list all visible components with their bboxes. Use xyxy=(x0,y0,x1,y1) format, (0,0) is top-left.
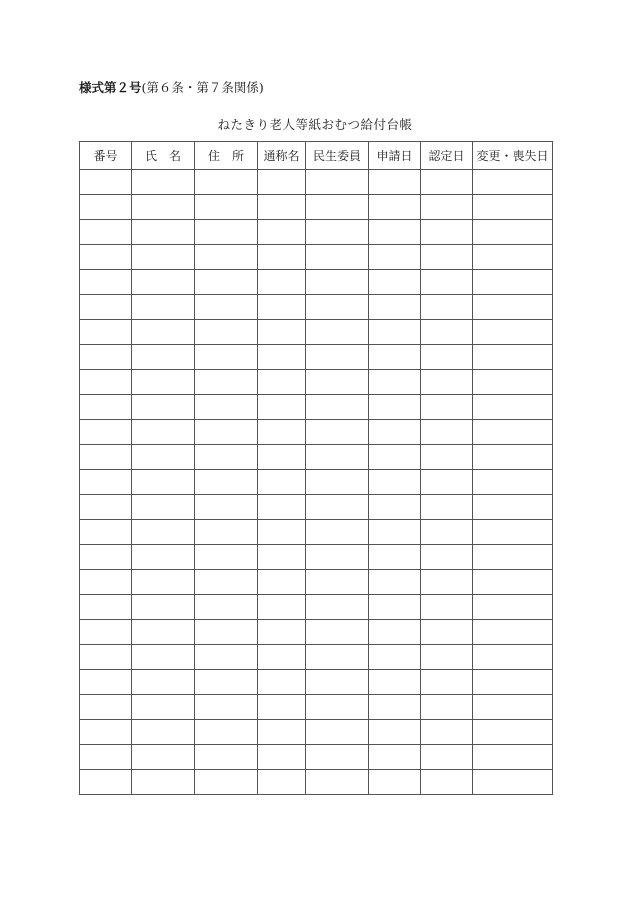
table-cell xyxy=(421,320,473,345)
table-cell xyxy=(473,645,553,670)
table-cell xyxy=(195,470,258,495)
table-cell xyxy=(306,445,369,470)
table-cell xyxy=(132,370,195,395)
table-cell xyxy=(473,420,553,445)
table-cell xyxy=(195,220,258,245)
table-cell xyxy=(195,620,258,645)
table-cell xyxy=(473,770,553,795)
table-cell xyxy=(473,370,553,395)
column-header-name: 氏 名 xyxy=(132,142,195,170)
table-cell xyxy=(421,270,473,295)
table-row xyxy=(80,245,553,270)
table-cell xyxy=(195,520,258,545)
table-cell xyxy=(132,170,195,195)
table-row xyxy=(80,370,553,395)
table-cell xyxy=(80,170,132,195)
table-cell xyxy=(80,545,132,570)
table-cell xyxy=(306,220,369,245)
table-cell xyxy=(80,295,132,320)
table-cell xyxy=(80,595,132,620)
table-cell xyxy=(421,595,473,620)
table-cell xyxy=(132,320,195,345)
table-cell xyxy=(132,520,195,545)
table-cell xyxy=(80,370,132,395)
column-header-address: 住 所 xyxy=(195,142,258,170)
table-row xyxy=(80,270,553,295)
table-cell xyxy=(195,320,258,345)
table-cell xyxy=(369,295,421,320)
table-cell xyxy=(306,495,369,520)
table-cell xyxy=(473,270,553,295)
table-cell xyxy=(258,770,306,795)
table-cell xyxy=(369,720,421,745)
table-cell xyxy=(195,595,258,620)
table-cell xyxy=(258,645,306,670)
table-cell xyxy=(306,570,369,595)
table-cell xyxy=(132,395,195,420)
table-cell xyxy=(80,720,132,745)
table-row xyxy=(80,545,553,570)
table-cell xyxy=(369,370,421,395)
table-cell xyxy=(421,245,473,270)
table-cell xyxy=(306,370,369,395)
table-cell xyxy=(473,220,553,245)
table-cell xyxy=(369,595,421,620)
table-cell xyxy=(258,170,306,195)
table-cell xyxy=(306,245,369,270)
table-cell xyxy=(80,745,132,770)
table-cell xyxy=(421,520,473,545)
table-cell xyxy=(258,670,306,695)
table-cell xyxy=(132,420,195,445)
table-cell xyxy=(369,670,421,695)
table-cell xyxy=(306,620,369,645)
table-cell xyxy=(306,320,369,345)
table-row xyxy=(80,320,553,345)
table-cell xyxy=(369,245,421,270)
ledger-header-row xyxy=(80,142,553,170)
table-cell xyxy=(258,345,306,370)
table-cell xyxy=(258,395,306,420)
table-cell xyxy=(258,320,306,345)
table-cell xyxy=(258,620,306,645)
table-row xyxy=(80,620,553,645)
table-cell xyxy=(421,545,473,570)
table-cell xyxy=(421,695,473,720)
table-cell xyxy=(473,195,553,220)
column-header-change-loss-date: 変更・喪失日 xyxy=(473,142,553,170)
table-cell xyxy=(132,545,195,570)
table-cell xyxy=(421,745,473,770)
column-header-number: 番号 xyxy=(80,142,132,170)
table-cell xyxy=(473,620,553,645)
table-cell xyxy=(473,445,553,470)
table-cell xyxy=(258,570,306,595)
table-cell xyxy=(80,320,132,345)
table-cell xyxy=(80,520,132,545)
table-cell xyxy=(473,495,553,520)
table-cell xyxy=(258,695,306,720)
table-cell xyxy=(132,695,195,720)
table-cell xyxy=(195,395,258,420)
table-cell xyxy=(132,195,195,220)
table-cell xyxy=(258,745,306,770)
column-header-approval-date: 認定日 xyxy=(421,142,473,170)
table-cell xyxy=(473,670,553,695)
table-cell xyxy=(132,245,195,270)
table-cell xyxy=(195,370,258,395)
table-cell xyxy=(473,720,553,745)
table-cell xyxy=(421,770,473,795)
table-cell xyxy=(195,645,258,670)
table-cell xyxy=(306,695,369,720)
table-cell xyxy=(369,495,421,520)
table-cell xyxy=(80,670,132,695)
table-cell xyxy=(258,470,306,495)
table-cell xyxy=(80,445,132,470)
table-row xyxy=(80,445,553,470)
table-row xyxy=(80,595,553,620)
column-header-common-name: 通称名 xyxy=(258,142,306,170)
table-cell xyxy=(306,345,369,370)
table-cell xyxy=(473,570,553,595)
table-cell xyxy=(195,570,258,595)
table-cell xyxy=(421,570,473,595)
table-cell xyxy=(80,620,132,645)
table-cell xyxy=(473,745,553,770)
table-cell xyxy=(132,645,195,670)
table-cell xyxy=(421,295,473,320)
table-row xyxy=(80,695,553,720)
table-cell xyxy=(421,395,473,420)
table-cell xyxy=(132,595,195,620)
table-cell xyxy=(421,220,473,245)
table-cell xyxy=(306,545,369,570)
table-cell xyxy=(258,520,306,545)
table-row xyxy=(80,645,553,670)
table-cell xyxy=(80,645,132,670)
table-cell xyxy=(369,170,421,195)
table-cell xyxy=(306,645,369,670)
table-row xyxy=(80,170,553,195)
table-cell xyxy=(258,495,306,520)
table-cell xyxy=(369,570,421,595)
table-cell xyxy=(473,395,553,420)
table-cell xyxy=(421,195,473,220)
table-cell xyxy=(306,770,369,795)
column-header-welfare-commissioner: 民生委員 xyxy=(306,142,369,170)
table-row xyxy=(80,345,553,370)
table-cell xyxy=(369,345,421,370)
table-cell xyxy=(195,195,258,220)
table-cell xyxy=(195,545,258,570)
table-cell xyxy=(421,470,473,495)
table-cell xyxy=(195,695,258,720)
table-cell xyxy=(369,620,421,645)
table-cell xyxy=(421,645,473,670)
table-cell xyxy=(421,670,473,695)
table-cell xyxy=(80,695,132,720)
table-cell xyxy=(369,195,421,220)
table-cell xyxy=(306,595,369,620)
table-cell xyxy=(80,195,132,220)
table-cell xyxy=(369,470,421,495)
ledger-title: ねたきり老人等紙おむつ給付台帳 xyxy=(217,117,413,132)
table-cell xyxy=(80,570,132,595)
table-row xyxy=(80,745,553,770)
table-cell xyxy=(80,770,132,795)
table-cell xyxy=(369,745,421,770)
form-article-reference: (第６条・第７条関係) xyxy=(141,80,264,95)
table-cell xyxy=(421,345,473,370)
table-cell xyxy=(369,220,421,245)
table-row xyxy=(80,395,553,420)
table-cell xyxy=(132,220,195,245)
column-header-application-date: 申請日 xyxy=(369,142,421,170)
table-cell xyxy=(306,395,369,420)
table-cell xyxy=(132,445,195,470)
table-cell xyxy=(473,470,553,495)
table-cell xyxy=(369,270,421,295)
table-cell xyxy=(195,745,258,770)
table-cell xyxy=(132,720,195,745)
table-cell xyxy=(473,595,553,620)
table-cell xyxy=(195,345,258,370)
table-row xyxy=(80,720,553,745)
table-cell xyxy=(421,370,473,395)
table-row xyxy=(80,220,553,245)
table-cell xyxy=(258,295,306,320)
table-cell xyxy=(132,470,195,495)
table-cell xyxy=(306,670,369,695)
table-cell xyxy=(195,495,258,520)
table-cell xyxy=(306,745,369,770)
table-row xyxy=(80,195,553,220)
table-cell xyxy=(306,420,369,445)
table-cell xyxy=(258,270,306,295)
table-cell xyxy=(80,470,132,495)
table-cell xyxy=(421,720,473,745)
table-row xyxy=(80,770,553,795)
table-cell xyxy=(80,495,132,520)
table-cell xyxy=(306,170,369,195)
table-cell xyxy=(369,545,421,570)
table-row xyxy=(80,670,553,695)
table-cell xyxy=(306,270,369,295)
table-cell xyxy=(258,220,306,245)
table-cell xyxy=(421,170,473,195)
table-cell xyxy=(258,545,306,570)
table-cell xyxy=(473,520,553,545)
table-cell xyxy=(473,320,553,345)
table-cell xyxy=(369,645,421,670)
table-cell xyxy=(258,370,306,395)
table-cell xyxy=(132,295,195,320)
table-cell xyxy=(306,470,369,495)
table-cell xyxy=(80,220,132,245)
table-cell xyxy=(369,320,421,345)
table-cell xyxy=(369,445,421,470)
table-cell xyxy=(132,770,195,795)
table-cell xyxy=(80,270,132,295)
table-cell xyxy=(473,295,553,320)
table-cell xyxy=(195,245,258,270)
table-cell xyxy=(369,420,421,445)
table-cell xyxy=(132,345,195,370)
table-cell xyxy=(258,420,306,445)
table-cell xyxy=(369,695,421,720)
table-cell xyxy=(132,495,195,520)
table-cell xyxy=(473,170,553,195)
table-cell xyxy=(132,270,195,295)
table-cell xyxy=(195,770,258,795)
table-cell xyxy=(258,595,306,620)
form-number-label xyxy=(79,80,264,96)
table-cell xyxy=(132,620,195,645)
table-cell xyxy=(195,295,258,320)
ledger-table xyxy=(79,141,553,795)
table-cell xyxy=(306,295,369,320)
table-cell xyxy=(258,720,306,745)
table-cell xyxy=(258,245,306,270)
table-cell xyxy=(421,620,473,645)
table-cell xyxy=(80,420,132,445)
table-cell xyxy=(195,170,258,195)
table-cell xyxy=(132,570,195,595)
table-cell xyxy=(258,445,306,470)
table-cell xyxy=(132,745,195,770)
table-row xyxy=(80,520,553,545)
table-cell xyxy=(80,345,132,370)
table-row xyxy=(80,420,553,445)
table-cell xyxy=(369,395,421,420)
table-row xyxy=(80,495,553,520)
table-cell xyxy=(80,395,132,420)
form-number: 様式第２号 xyxy=(79,80,142,95)
table-cell xyxy=(369,520,421,545)
table-cell xyxy=(195,445,258,470)
table-cell xyxy=(306,195,369,220)
table-cell xyxy=(473,345,553,370)
table-cell xyxy=(473,245,553,270)
table-row xyxy=(80,570,553,595)
table-cell xyxy=(306,520,369,545)
table-cell xyxy=(80,245,132,270)
table-cell xyxy=(132,670,195,695)
table-cell xyxy=(421,420,473,445)
table-row xyxy=(80,295,553,320)
table-cell xyxy=(473,695,553,720)
table-cell xyxy=(421,495,473,520)
ledger-body xyxy=(80,170,553,795)
table-cell xyxy=(195,670,258,695)
table-cell xyxy=(195,720,258,745)
table-row xyxy=(80,470,553,495)
table-cell xyxy=(369,770,421,795)
table-cell xyxy=(195,270,258,295)
table-cell xyxy=(421,445,473,470)
table-cell xyxy=(473,545,553,570)
table-cell xyxy=(258,195,306,220)
table-cell xyxy=(195,420,258,445)
table-cell xyxy=(306,720,369,745)
